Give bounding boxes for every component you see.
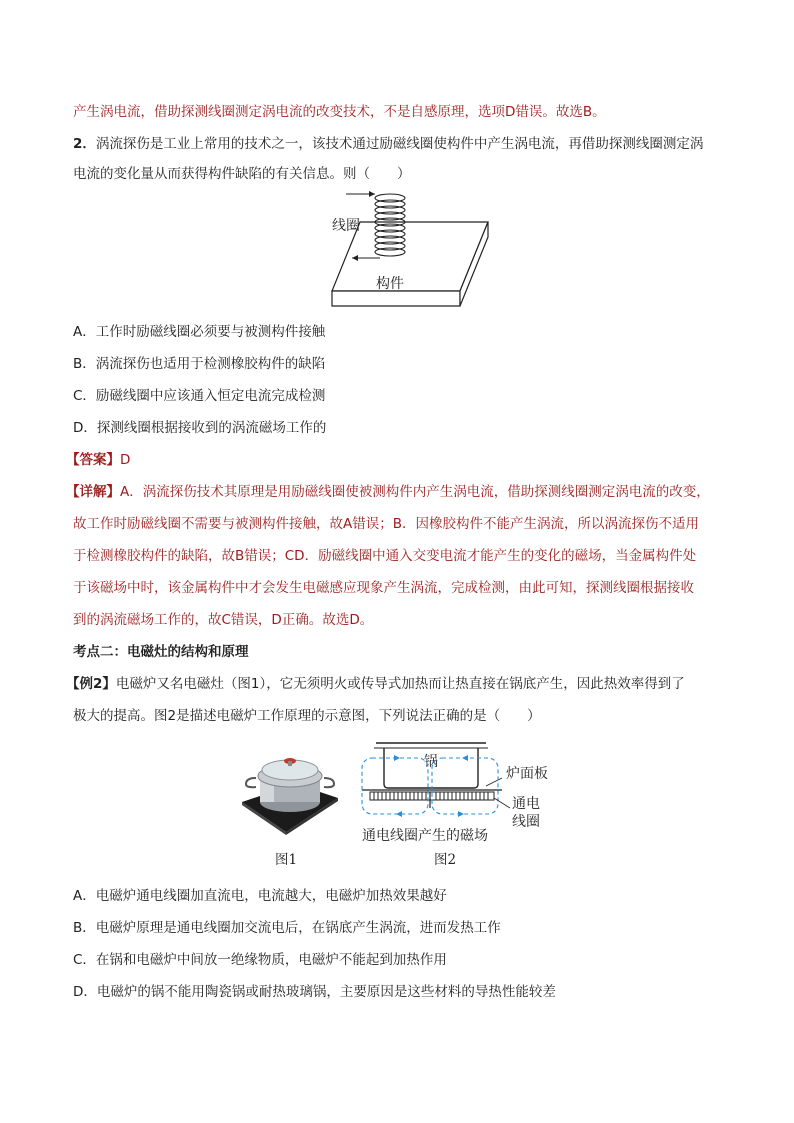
coil-label-line1: 通电 xyxy=(512,796,540,812)
figure-1-induction-cooker xyxy=(238,740,342,836)
option-a: A．工作时励磁线圈必须要与被测构件接触 xyxy=(73,324,326,340)
coil-windings xyxy=(374,792,488,800)
pot-handle-left xyxy=(246,778,256,787)
panel-label: 炉面板 xyxy=(506,766,548,782)
answer-value: D xyxy=(120,452,131,468)
example-2-text: 电磁炉又名电磁灶（图1），它无须明火或传导式加热而让热直接在锅底产生，因此热效率得到了 xyxy=(115,676,685,692)
answer-tag: 【答案】 xyxy=(66,452,120,468)
option-c: C．励磁线圈中应该通入恒定电流完成检测 xyxy=(73,388,326,404)
question-2-stem-line-2: 电流的变化量从而获得构件缺陷的有关信息。则（ ） xyxy=(73,166,411,182)
figure-1-caption: 图1 xyxy=(275,852,298,868)
example-tag: 【例2】 xyxy=(66,676,116,692)
option-d: D．探测线圈根据接收到的涡流磁场工作的 xyxy=(73,420,327,436)
detail-tag: 【详解】 xyxy=(66,484,120,500)
option-b: B．涡流探伤也适用于检测橡胶构件的缺陷 xyxy=(73,356,326,372)
pot-label: 锅 xyxy=(424,754,438,770)
question-2-text: 涡流探伤是工业上常用的技术之一，该技术通过励磁线圈使构件中产生涡电流，再借助探测线圈测定涡 xyxy=(95,136,704,152)
example-2-stem-line-2: 极大的提高。图2是描述电磁炉工作原理的示意图，下列说法正确的是（ ） xyxy=(73,708,541,724)
example-option-c: C．在锅和电磁炉中间放一绝缘物质，电磁炉不能起到加热作用 xyxy=(73,952,447,968)
component-label: 构件 xyxy=(376,276,404,292)
section-title: 考点二：电磁灶的结构和原理 xyxy=(73,644,249,660)
detail-text-1: A．涡流探伤技术其原理是用励磁线圈使被测构件内产生涡电流，借助探测线圈测定涡电流的改变， xyxy=(120,484,710,500)
figure-2-induction-schematic xyxy=(346,736,558,846)
coil-component-figure xyxy=(320,186,490,318)
pot-handle-right xyxy=(324,778,334,787)
arrow-right-icon xyxy=(369,191,375,197)
coil-label: 线圈 xyxy=(332,218,360,234)
component-slab-front xyxy=(332,291,460,306)
field-label: 通电线圈产生的磁场 xyxy=(362,828,488,844)
detail-line-5: 到的涡流磁场工作的，故C错误，D正确。故选D。 xyxy=(73,612,374,628)
detail-line-2: 故工作时励磁线圈不需要与被测构件接触，故A错误；B．因橡胶构件不能产生涡流，所以涡流探伤不适用 xyxy=(73,516,699,532)
example-option-d: D．电磁炉的锅不能用陶瓷锅或耐热玻璃锅，主要原因是这些材料的导热性能较差 xyxy=(73,984,556,1000)
question-number: 2． xyxy=(73,136,96,152)
detail-line-1 xyxy=(66,482,710,502)
example-2-stem-line-1 xyxy=(66,674,685,694)
question-2-stem-line-1 xyxy=(73,134,703,154)
detail-line-3: 于检测橡胶构件的缺陷，故B错误；CD．励磁线圈中通入交变电流才能产生的变化的磁场，当金属构件处 xyxy=(73,548,697,564)
detail-line-4: 于该磁场中时，该金属构件中才会发生电磁感应现象产生涡流，完成检测，由此可知，探测线圈根据接收 xyxy=(73,580,694,596)
figure-2-caption: 图2 xyxy=(434,852,457,868)
example-option-b: B．电磁炉原理是通电线圈加交流电后，在锅底产生涡流，进而发热工作 xyxy=(73,920,501,936)
previous-answer-continuation: 产生涡电流，借助探测线圈测定涡电流的改变技术，不是自感原理，选项D错误。故选B。 xyxy=(73,104,606,120)
coil-label-line2: 线圈 xyxy=(512,814,540,830)
example-option-a: A．电磁炉通电线圈加直流电，电流越大，电磁炉加热效果越好 xyxy=(73,888,447,904)
answer-line xyxy=(66,450,130,470)
